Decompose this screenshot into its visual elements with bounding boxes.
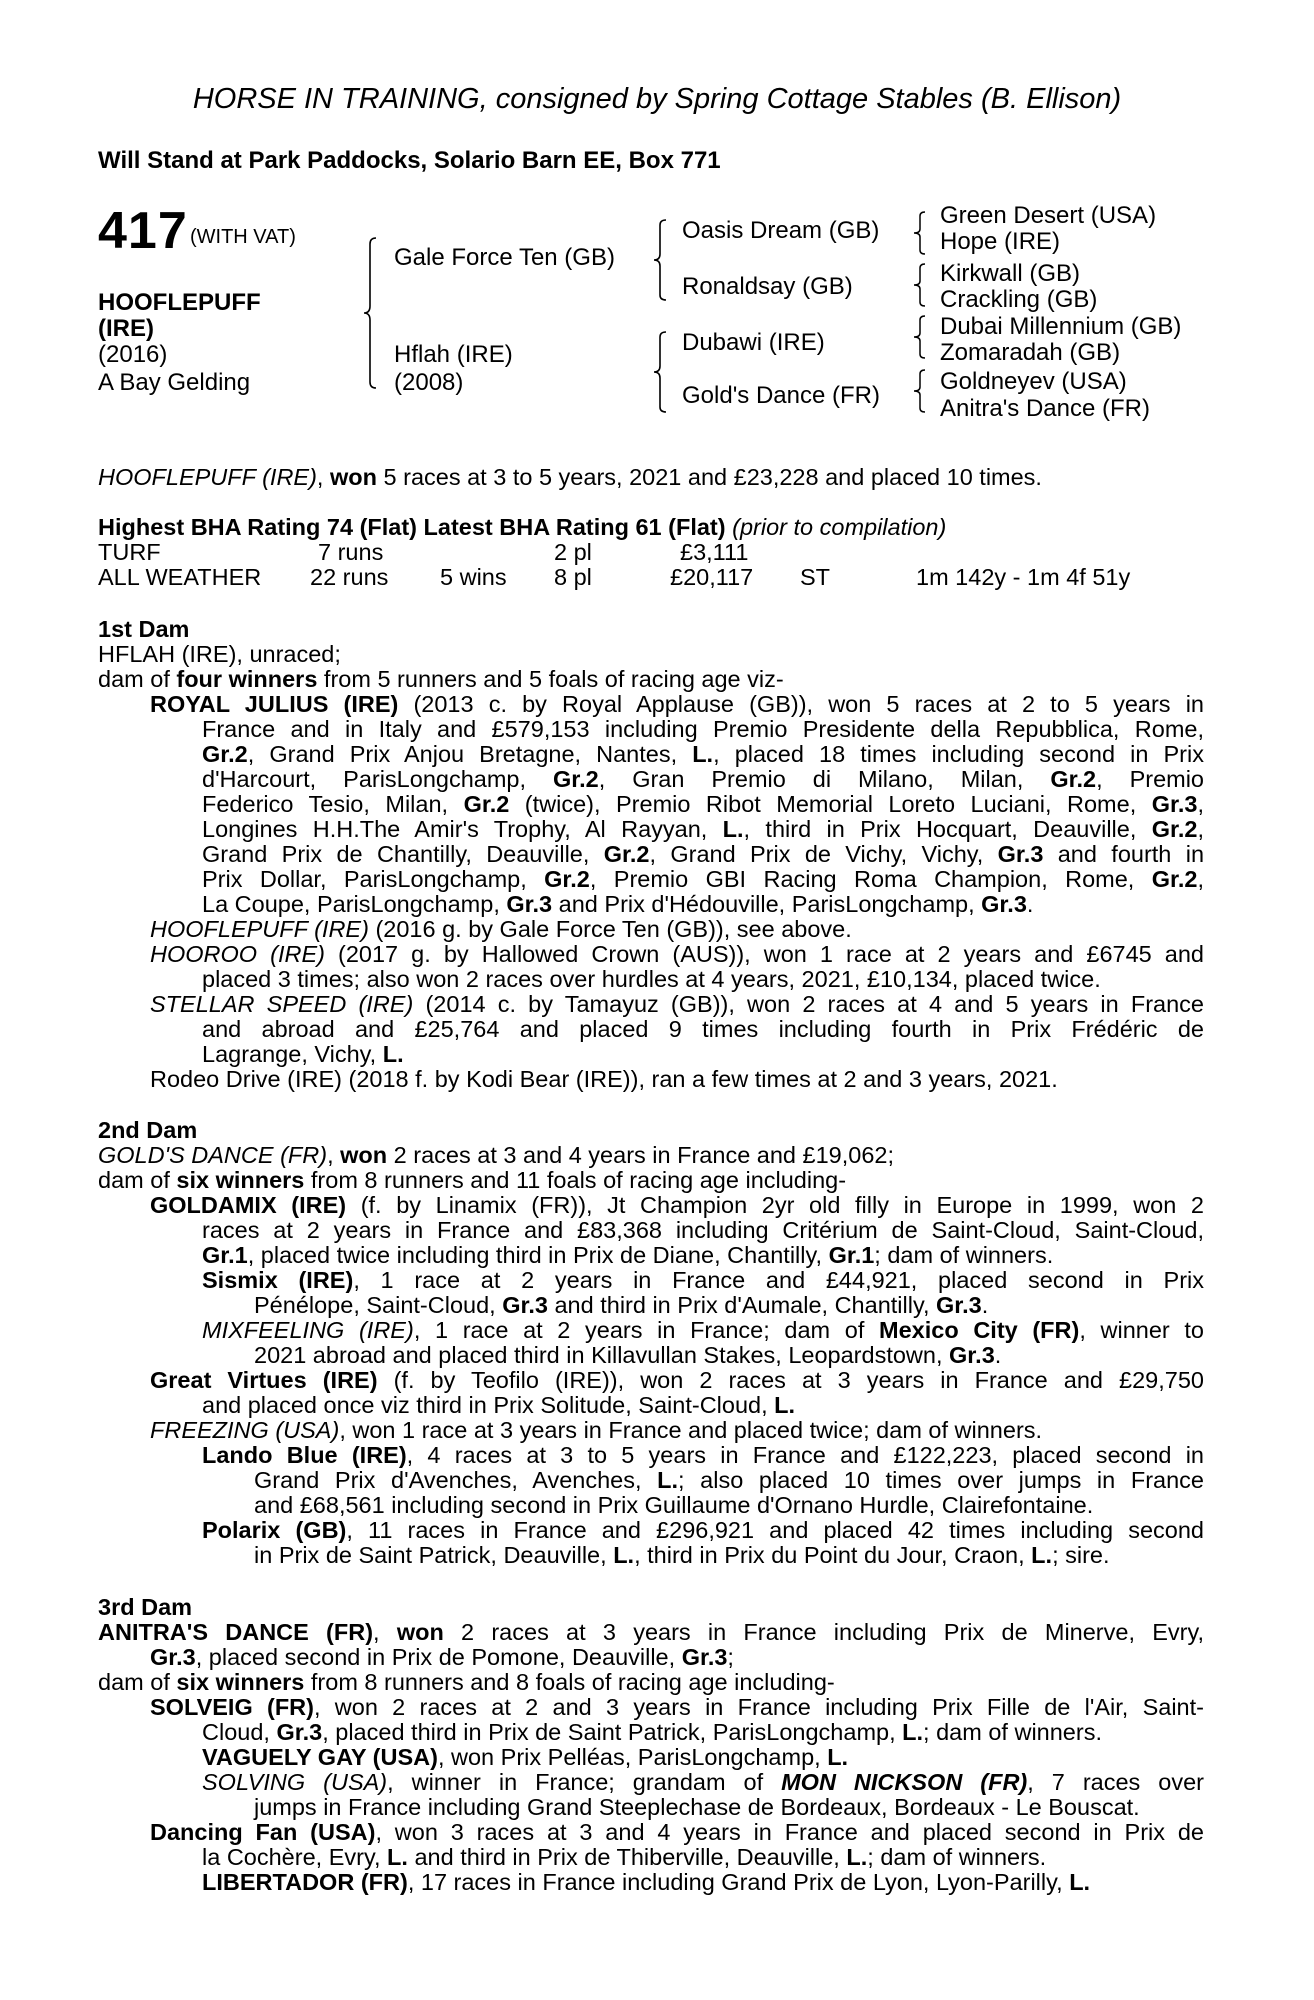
text: from 8 runners and 8 foals of racing age including- [304,1669,835,1695]
third-dam-title: 3rd Dam [98,1594,193,1620]
text: , Grand Prix Anjou Bretagne, Nantes, [247,741,693,767]
summary-horse-name: HOOFLEPUFF (IRE) [98,464,317,490]
grade: L. [722,816,744,842]
text: Prix Dollar, ParisLongchamp, [202,866,545,892]
goldamix-line1 [150,1193,1204,1218]
grade: Gr.3 [506,891,553,917]
summary-won: won [329,464,377,490]
hooroo-line1 [150,942,1204,967]
text: 2021 abroad and placed third in Killavullan Stakes, Leopardstown, [254,1342,950,1368]
aw-prize: £20,117 [670,564,754,590]
horse-name: GOLDAMIX (IRE) [150,1192,347,1218]
text: , 4 races at 3 to 5 years in France and £122,223, placed second in [406,1442,1205,1468]
lando-blue-line2 [254,1468,1204,1493]
horse-name: LIBERTADOR (FR) [202,1869,408,1895]
grade: L. [1031,1542,1053,1568]
horse-name: MON NICKSON (FR) [781,1769,1028,1795]
text: , placed third in Prix de Saint Patrick, ParisLongchamp, [322,1719,903,1745]
text: ; [727,1644,734,1670]
polarix-line1 [202,1518,1204,1543]
pedigree-dam: Hflah (IRE) [394,341,513,368]
aw-wins: 5 wins [440,564,507,590]
grade: L. [827,1744,849,1770]
pedigree-sire-dam: Ronaldsay (GB) [682,273,853,300]
pedigree-g8: Anitra's Dance (FR) [940,395,1150,422]
text: , placed twice including third in Prix de Diane, Chantilly, [247,1242,829,1268]
pedigree-dam-sire: Dubawi (IRE) [682,329,825,356]
grade: L. [657,1467,679,1493]
pedigree-brace-dam [652,330,670,414]
pedigree-g2: Hope (IRE) [940,228,1061,255]
bha-rating-note: (prior to compilation) [732,514,947,540]
text: 2 races at 3 and 4 years in France and £19,062; [387,1142,895,1168]
text: Pénélope, Saint-Cloud, [254,1292,503,1318]
text: from 5 runners and 5 foals of racing age viz- [317,666,784,692]
turf-places: 2 pl [554,539,592,565]
royal-julius-line4 [202,767,1204,792]
text: . [994,1342,1002,1368]
third-dam-produce [98,1670,835,1695]
grade: Gr.3 [981,891,1027,917]
text: from 8 runners and 11 foals of racing age including- [304,1167,847,1193]
text: , 1 race at 2 years in France and £44,921, placed second in Prix [353,1267,1204,1293]
horse-name: VAGUELY GAY (USA) [202,1744,438,1770]
text: and third in Prix de Thiberville, Deauville, [407,1844,847,1870]
summary-text: 5 races at 3 to 5 years, 2021 and £23,228 and placed 10 times. [376,464,1042,490]
text: , placed second in Prix de Pomone, Deauville, [195,1644,682,1670]
horse-description: A Bay Gelding [98,369,251,396]
solving-line1 [202,1770,1204,1795]
first-dam-line: HFLAH (IRE), unraced; [98,641,341,667]
pedigree-brace-g3 [912,314,928,360]
text: 2 races at 3 years in France including Prix de Minerve, Evry, [443,1619,1204,1645]
text: , Premio [1096,766,1205,792]
first-dam-title: 1st Dam [98,616,190,642]
text: ; also placed 10 times over jumps in France [678,1467,1204,1493]
text: and placed once viz third in Prix Solitude, Saint-Cloud, [202,1392,775,1418]
grade: Gr.3 [502,1292,548,1318]
grade: Gr.2 [1050,766,1097,792]
dancing-fan-line2 [202,1845,1046,1870]
stand-location: Will Stand at Park Paddocks, Solario Barn EE, Box 771 [98,147,721,174]
text: , winner in France; grandam of [387,1769,782,1795]
text: , [1197,791,1204,817]
race-summary: HOOFLEPUFF (IRE), won 5 races at 3 to 5 years, 2021 and £23,228 and placed 10 times. [98,464,1042,490]
second-dam-title: 2nd Dam [98,1117,198,1143]
text: la Cochère, Evry, [202,1844,388,1870]
text: . [1026,891,1034,917]
text: , third in Prix Hocquart, Deauville, [743,816,1152,842]
royal-julius-line9 [202,892,1033,917]
text: , won 3 races at 3 and 4 years in France and placed second in Prix de [375,1819,1204,1845]
goldamix-line3 [202,1243,1053,1268]
text: La Coupe, ParisLongchamp, [202,891,507,917]
horse-name-country: (IRE) [98,315,154,342]
dancing-fan-line1 [150,1820,1204,1845]
third-dam-line2 [150,1645,734,1670]
goldamix-line2: races at 2 years in France and £83,368 including Critérium de Saint-Cloud, Saint-Cloud, [202,1217,1204,1243]
hooroo-line2: placed 3 times; also won 2 races over hurdles at 4 years, 2021, £10,134, placed twice. [202,966,1101,992]
horse-name: Polarix (GB) [202,1517,347,1543]
pedigree-g4: Crackling (GB) [940,286,1098,313]
horse-name: HOOROO (IRE) [150,941,325,967]
horse-name: MIXFEELING (IRE) [202,1317,414,1343]
turf-surface: TURF [98,539,161,565]
grade: L. [846,1844,868,1870]
grade: Gr.3 [997,841,1044,867]
text: , won 2 races at 2 and 3 years in France including Prix Fille de l'Air, Saint- [313,1694,1204,1720]
horse-name: ROYAL JULIUS (IRE) [150,691,399,717]
pedigree-g1: Green Desert (USA) [940,202,1157,229]
grade: Gr.2 [463,791,510,817]
grade: Gr.3 [949,1342,995,1368]
horse-name: Great Virtues (IRE) [150,1367,378,1393]
grade: L. [613,1542,635,1568]
lot-number: 417 [98,202,188,260]
royal-julius-line3 [202,742,1204,767]
won: won [340,1142,388,1168]
hooflepuff-entry [150,917,852,942]
royal-julius-line7 [202,842,1204,867]
text: , 7 races over [1027,1769,1204,1795]
text: in Prix de Saint Patrick, Deauville, [254,1542,614,1568]
stellar-line2: and abroad and £25,764 and placed 9 times including fourth in Prix Frédéric de [202,1016,1204,1042]
horse-name: FREEZING (USA) [150,1417,340,1443]
text: Longines H.H.The Amir's Trophy, Al Rayyan, [202,816,723,842]
pedigree-brace-sire [652,218,670,302]
pedigree-g3: Kirkwall (GB) [940,260,1081,287]
horse-name: SOLVING (USA) [202,1769,388,1795]
horse-name: STELLAR SPEED (IRE) [150,991,414,1017]
pedigree-brace-g1 [912,210,928,256]
vaguely-gay-entry [202,1745,848,1770]
text: , Premio GBI Racing Roma Champion, Rome, [589,866,1152,892]
text: , placed 18 times including second in Prix [713,741,1204,767]
grade: L. [902,1719,924,1745]
pedigree-sire-sire: Oasis Dream (GB) [682,217,880,244]
text: ; sire. [1052,1542,1110,1568]
horse-name: SOLVEIG (FR) [150,1694,314,1720]
royal-julius-line6 [202,817,1204,842]
grade: Gr.3 [681,1644,728,1670]
text: (2013 c. by Royal Applause (GB)), won 5 races at 2 to 5 years in [398,691,1204,717]
grade: Gr.3 [936,1292,982,1318]
turf-runs: 7 runs [318,539,384,565]
grade: Gr.2 [1151,816,1198,842]
text: (2016 g. by Gale Force Ten (GB)), see above. [368,916,852,942]
royal-julius-line2: France and in Italy and £579,153 including Premio Presidente della Repubblica, Rome, [202,716,1204,742]
pedigree-g7: Goldneyev (USA) [940,368,1127,395]
text: and third in Prix d'Aumale, Chantilly, [547,1292,937,1318]
text: dam of [98,666,177,692]
text: Cloud, [202,1719,277,1745]
turf-prize: £3,111 [680,539,749,565]
libertador-entry [202,1870,1090,1895]
text: Grand Prix de Chantilly, Deauville, [202,841,604,867]
horse-name: HOOFLEPUFF (IRE) [150,916,369,942]
pedigree-brace-g2 [912,262,928,308]
grade: Gr.2 [603,841,650,867]
great-virtues-line2 [202,1393,795,1418]
grade: Gr.2 [552,766,599,792]
text: (twice), Premio Ribot Memorial Loreto Luciani, Rome, [509,791,1152,817]
sismix-line1 [202,1268,1204,1293]
lando-blue-line1 [202,1443,1204,1468]
pedigree-g6: Zomaradah (GB) [940,339,1121,366]
text: Federico Tesio, Milan, [202,791,464,817]
page-title: HORSE IN TRAINING, consigned by Spring Cottage Stables (B. Ellison) [192,83,1122,115]
text: , [1197,866,1204,892]
text: , 17 races in France including Grand Prix de Lyon, Lyon-Parilly, [407,1869,1070,1895]
text: , [327,1142,341,1168]
grade: Gr.1 [202,1242,248,1268]
text: dam of [98,1669,177,1695]
second-dam-line [98,1143,894,1168]
text: d'Harcourt, ParisLongchamp, [202,766,553,792]
aw-places: 8 pl [554,564,592,590]
aw-code: ST [800,564,831,590]
text: Grand Prix d'Avenches, Avenches, [254,1467,658,1493]
bha-ratings [98,515,946,540]
polarix-line2 [254,1543,1110,1568]
pedigree-g5: Dubai Millennium (GB) [940,313,1182,340]
text: , third in Prix du Point du Jour, Craon, [634,1542,1032,1568]
text: , winner to [1079,1317,1204,1343]
freezing-entry [150,1418,1042,1443]
text: (f. by Teofilo (IRE)), won 2 races at 3 years in France and £29,750 [377,1367,1204,1393]
text: and fourth in [1043,841,1205,867]
horse-year: (2016) [98,341,168,368]
aw-runs: 22 runs [310,564,389,590]
text: (2014 c. by Tamayuz (GB)), won 2 races at 4 and 5 years in France [413,991,1204,1017]
text: , 1 race at 2 years in France; dam of [413,1317,879,1343]
horse-name: Sismix (IRE) [202,1267,354,1293]
pedigree-dam-year: (2008) [394,369,464,396]
won: won [396,1619,444,1645]
stellar-line3 [202,1042,404,1067]
vat-note: (WITH VAT) [190,226,296,248]
sismix-line2 [254,1293,988,1318]
text: (f. by Linamix (FR)), Jt Champion 2yr old filly in Europe in 1999, won 2 [346,1192,1204,1218]
grade: L. [382,1041,404,1067]
horse-name: GOLD'S DANCE (FR) [98,1142,328,1168]
text: , Gran Premio di Milano, Milan, [598,766,1051,792]
text: Lagrange, Vichy, [202,1041,383,1067]
solveig-line1 [150,1695,1204,1720]
horse-name: ANITRA'S DANCE (FR) [98,1619,374,1645]
grade: L. [774,1392,796,1418]
mixfeeling-line1 [202,1318,1204,1343]
stellar-line1 [150,992,1204,1017]
first-dam-produce [98,667,784,692]
text: ; dam of winners. [867,1844,1047,1870]
winners-count: six winners [176,1167,305,1193]
lando-blue-line3: and £68,561 including second in Prix Guillaume d'Ornano Hurdle, Clairefontaine. [254,1492,1094,1518]
grade: Gr.2 [1151,866,1198,892]
aw-surface: ALL WEATHER [98,564,262,590]
horse-name: HOOFLEPUFF [98,289,261,316]
text: (2017 g. by Hallowed Crown (AUS)), won 1 race at 2 years and £6745 and [324,941,1204,967]
text: , [1197,816,1204,842]
text: , 11 races in France and £296,921 and placed 42 times including second [346,1517,1204,1543]
text: . [981,1292,989,1318]
grade: L. [387,1844,408,1870]
text: ; dam of winners. [923,1719,1102,1745]
horse-name: Lando Blue (IRE) [202,1442,407,1468]
pedigree-brace-main [362,236,382,390]
grade: Gr.2 [544,866,590,892]
rodeo-drive-entry: Rodeo Drive (IRE) (2018 f. by Kodi Bear (IRE)), ran a few times at 2 and 3 years, 2021. [150,1066,1058,1092]
text: dam of [98,1167,177,1193]
text: , won 1 race at 3 years in France and placed twice; dam of winners. [339,1417,1043,1443]
text: , won Prix Pelléas, ParisLongchamp, [437,1744,828,1770]
winners-count: four winners [176,666,318,692]
royal-julius-line1 [150,692,1204,717]
text: ; dam of winners. [874,1242,1054,1268]
grade: L. [692,741,714,767]
second-dam-produce [98,1168,846,1193]
grade: Gr.3 [150,1644,196,1670]
royal-julius-line8 [202,867,1204,892]
pedigree-brace-g4 [912,368,928,414]
pedigree-sire: Gale Force Ten (GB) [394,244,615,271]
text: and Prix d'Hédouville, ParisLongchamp, [552,891,982,917]
text: , [373,1619,397,1645]
bha-rating-label: Highest BHA Rating 74 (Flat) Latest BHA Rating 61 (Flat) [98,514,726,540]
royal-julius-line5 [202,792,1204,817]
horse-name: Dancing Fan (USA) [150,1819,376,1845]
grade: Gr.1 [828,1242,875,1268]
solving-line2: jumps in France including Grand Steeplechase de Bordeaux, Bordeaux - Le Bouscat. [254,1794,1140,1820]
solveig-line2 [202,1720,1102,1745]
grade: L. [1069,1869,1091,1895]
grade: Gr.3 [276,1719,323,1745]
grade: Gr.2 [202,741,248,767]
mixfeeling-line2 [254,1343,1001,1368]
winners-count: six winners [176,1669,305,1695]
text: , Grand Prix de Vichy, Vichy, [649,841,998,867]
horse-name: Mexico City (FR) [879,1317,1080,1343]
pedigree-dam-dam: Gold's Dance (FR) [682,382,880,409]
great-virtues-line1 [150,1368,1204,1393]
grade: Gr.3 [1151,791,1198,817]
aw-distance: 1m 142y - 1m 4f 51y [916,564,1131,590]
third-dam-line1 [98,1620,1204,1645]
